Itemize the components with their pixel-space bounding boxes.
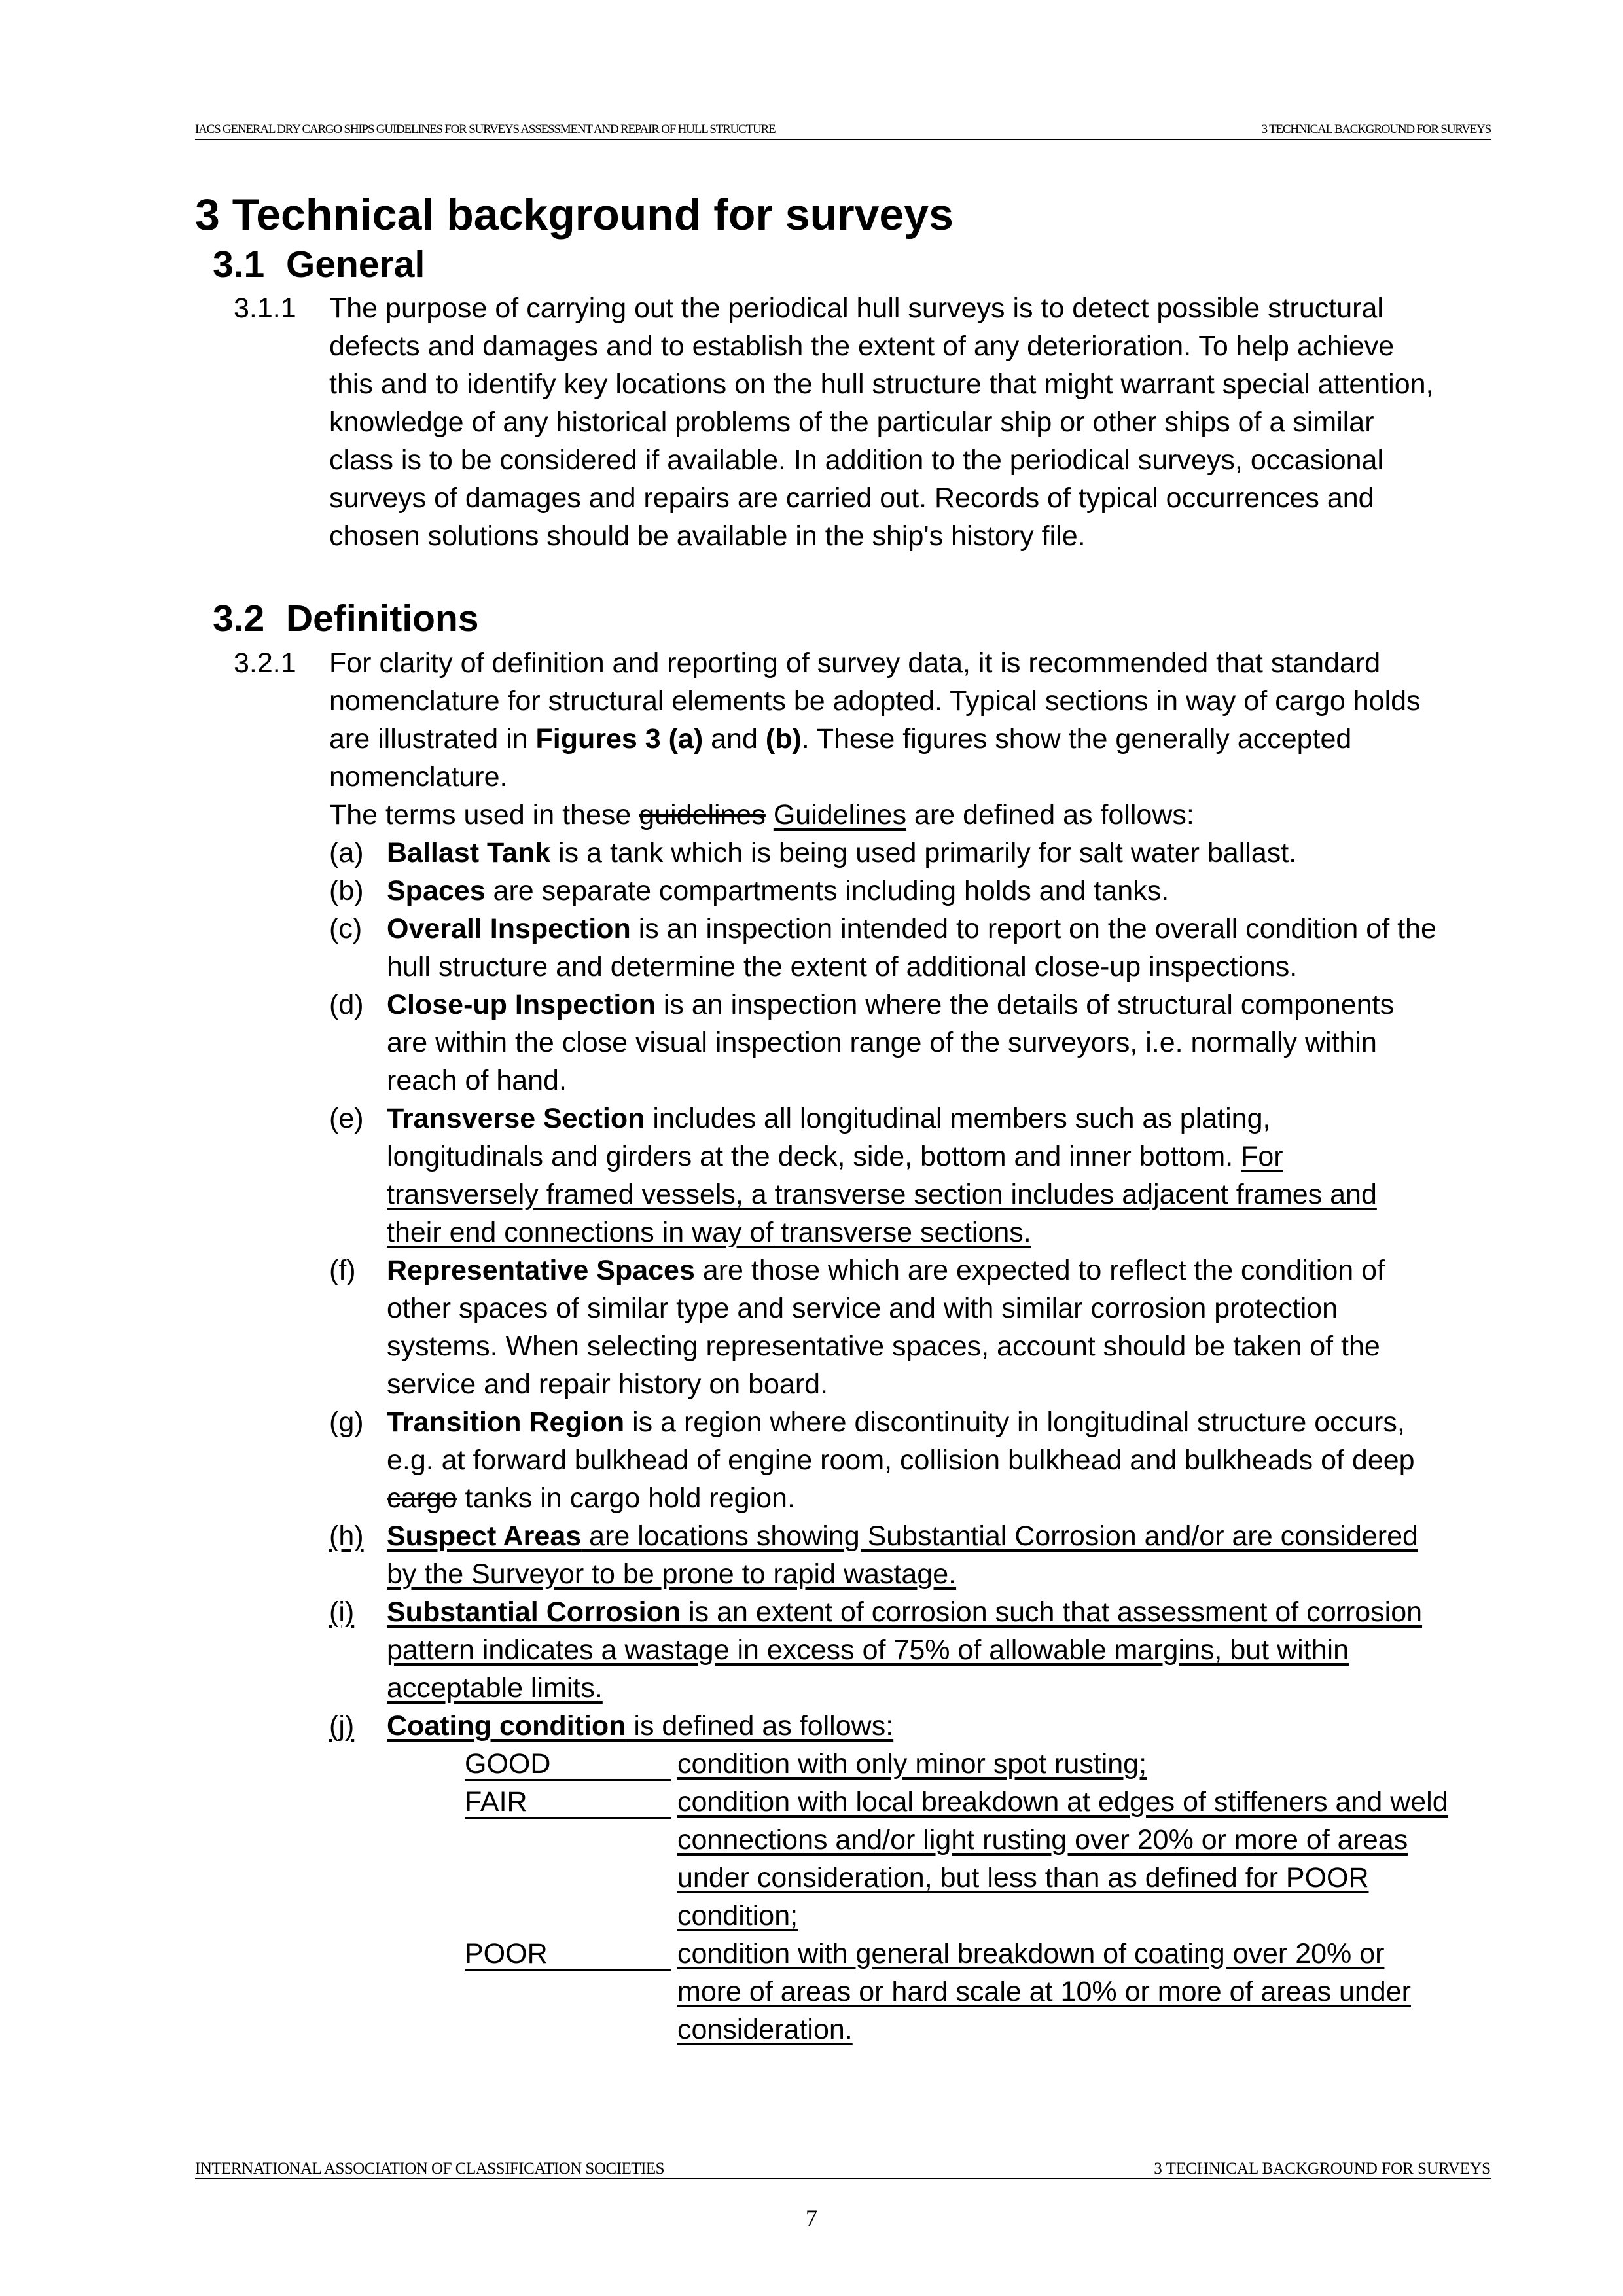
definition-ballast-tank: Ballast Tank is a tank which is being used primarily for salt water ballast. [387, 837, 1297, 869]
definition-term: Transverse Section [387, 1103, 645, 1134]
definition-close-up-inspection: Close-up Inspection is an inspection where the details of structural components are within the close visual inspection range of the surveyors, i.e. normally within reach of hand. [387, 989, 1395, 1096]
paragraph-line: chosen solutions should be available in the ship's history file. [329, 520, 1086, 552]
definition-term: Overall Inspection [387, 913, 631, 944]
paragraph-line: For clarity of definition and reporting of survey data, it is recommended that standard [329, 647, 1381, 679]
definition-term: Spaces [387, 875, 486, 906]
section-heading-general [213, 243, 425, 286]
inserted-text: their end connections in way of transverse sections. [387, 1217, 1031, 1248]
paragraph-line: nomenclature. [329, 761, 508, 793]
item-label: (d) [329, 989, 364, 1020]
section-title: Definitions [286, 598, 479, 639]
paragraph-line: knowledge of any historical problems of the particular ship or other ships of a similar [329, 406, 1374, 438]
paragraph-line: defects and damages and to establish the extent of any deterioration. To help achieve [329, 331, 1395, 362]
section-title: General [286, 243, 425, 285]
item-label: (c) [329, 913, 363, 944]
definition-term: Substantial Corrosion [387, 1596, 681, 1628]
coating-definition-poor: condition with general breakdown of coating over 20% or more of areas or hard scale at 10% or more of areas under consideration. [677, 1938, 1411, 2045]
paragraph-number-3-2-1: 3.2.1 [234, 647, 296, 679]
figure-reference: (b) [765, 723, 802, 755]
definition-term: Close-up Inspection [387, 989, 656, 1020]
paragraph-line: this and to identify key locations on the hull structure that might warrant special attention, [329, 368, 1434, 400]
item-label: (j) [329, 1710, 355, 1742]
item-label: (b) [329, 875, 364, 906]
section-number: 3.2 [213, 598, 265, 639]
paragraph-line: The terms used in these guidelines Guidelines are defined as follows: [329, 799, 1194, 831]
running-header [195, 122, 1491, 140]
item-label: (e) [329, 1103, 364, 1134]
section-heading-definitions [213, 597, 479, 640]
definition-substantial-corrosion: Substantial Corrosion is an extent of corrosion such that assessment of corrosion pattern indicates a wastage in excess of 75% of allowable margins, but within acceptable limits. [387, 1596, 1423, 1704]
paragraph-line: class is to be considered if available. In addition to the periodical surveys, occasional [329, 444, 1384, 476]
chapter-title: 3 Technical background for surveys [195, 190, 954, 240]
footer-left: INTERNATIONAL ASSOCIATION OF CLASSIFICATION SOCIETIES [195, 2160, 665, 2178]
section-number: 3.1 [213, 243, 265, 285]
header-right: 3 TECHNICAL BACKGROUND FOR SURVEYS [1261, 122, 1491, 136]
coating-term-good: GOOD [465, 1745, 671, 1781]
definition-suspect-areas: Suspect Areas are locations showing Substantial Corrosion and/or are considered by the Surveyor to be prone to rapid wastage. [387, 1520, 1418, 1590]
definition-spaces: Spaces are separate compartments including holds and tanks. [387, 875, 1169, 906]
page-number: 7 [806, 2205, 817, 2231]
definition-overall-inspection: Overall Inspection is an inspection intended to report on the overall condition of the hull structure and determine the extent of additional close-up inspections. [387, 913, 1436, 982]
definition-term: Coating condition [387, 1710, 626, 1742]
definition-representative-spaces: Representative Spaces are those which are expected to reflect the condition of other spaces of similar type and service and with similar corrosion protection systems. When selecting representative spaces, account should be taken of the service and repair history on board. [387, 1255, 1385, 1400]
item-label: (f) [329, 1255, 356, 1286]
paragraph-line: are illustrated in Figures 3 (a) and (b). These figures show the generally accepted [329, 723, 1352, 755]
coating-definition-good: condition with only minor spot rusting; [677, 1748, 1147, 1780]
definition-coating-condition: Coating condition is defined as follows: [387, 1710, 894, 1742]
coating-definition-fair: condition with local breakdown at edges of stiffeners and weld connections and/or light rusting over 20% or more of areas under consideration, but less than as defined for POOR condition; [677, 1786, 1448, 1931]
inserted-text: transversely framed vessels, a transverse section includes adjacent frames and [387, 1179, 1377, 1210]
item-label: (i) [329, 1596, 355, 1628]
definition-term: Transition Region [387, 1407, 625, 1438]
footer-right: 3 TECHNICAL BACKGROUND FOR SURVEYS [1154, 2160, 1491, 2178]
figure-reference: Figures 3 (a) [535, 723, 704, 755]
coating-term-fair: FAIR [465, 1783, 671, 1819]
inserted-text: For [1241, 1141, 1283, 1172]
running-footer [195, 2160, 1491, 2179]
item-label: (g) [329, 1407, 364, 1438]
deleted-text: cargo [387, 1482, 457, 1514]
coating-term-poor: POOR [465, 1935, 671, 1971]
deleted-text: guidelines [639, 799, 766, 831]
item-label: (h) [329, 1520, 364, 1552]
definition-term: Suspect Areas [387, 1520, 582, 1552]
definition-term: Ballast Tank [387, 837, 551, 869]
paragraph-line: nomenclature for structural elements be adopted. Typical sections in way of cargo holds [329, 685, 1421, 717]
item-label: (a) [329, 837, 364, 869]
inserted-text: Guidelines [773, 799, 907, 831]
definition-transverse-section: Transverse Section includes all longitudinal members such as plating, longitudinals and girders at the deck, side, bottom and inner bottom. For transversely framed vessels, a transverse section includes adjacent frames and their end connections in way of transverse sections. [387, 1100, 1377, 1251]
paragraph-3-1-1 [329, 289, 1507, 555]
paragraph-number-3-1-1: 3.1.1 [234, 293, 296, 324]
definition-term: Representative Spaces [387, 1255, 695, 1286]
paragraph-line: The purpose of carrying out the periodical hull surveys is to detect possible structural [329, 293, 1383, 324]
paragraph-3-2-1 [329, 644, 1507, 834]
definition-transition-region: Transition Region is a region where discontinuity in longitudinal structure occurs, e.g. at forward bulkhead of engine room, collision bulkhead and bulkheads of deep cargo tanks in cargo hold region. [387, 1407, 1415, 1514]
paragraph-line: surveys of damages and repairs are carried out. Records of typical occurrences and [329, 482, 1374, 514]
header-left: IACS GENERAL DRY CARGO SHIPS GUIDELINES FOR SURVEYS ASSESSMENT AND REPAIR OF HULL STRUCTURE [195, 122, 776, 136]
